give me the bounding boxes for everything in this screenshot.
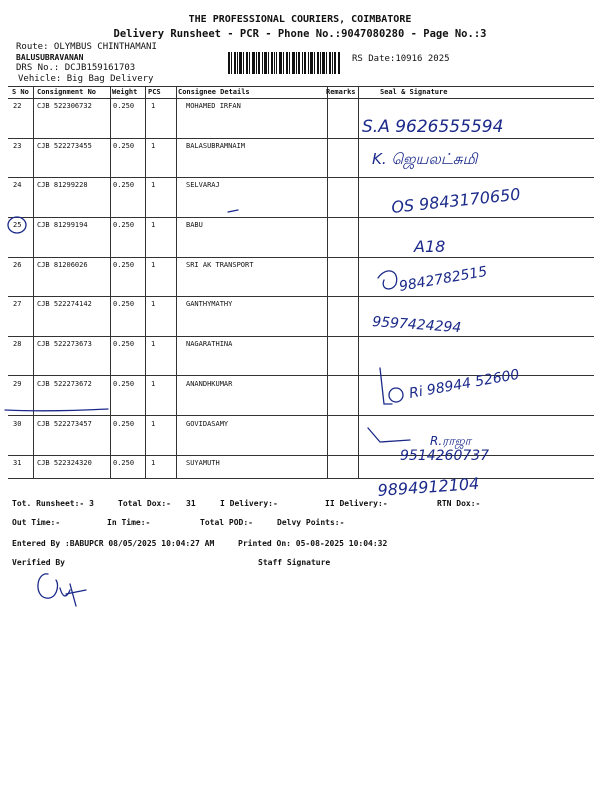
row-weight: 0.250 <box>113 380 135 388</box>
stray-line-mark <box>5 409 108 411</box>
row30-handwriting-name: R.ராஜா <box>430 434 471 448</box>
row31-handwriting: 9894912104 <box>376 473 480 500</box>
row-weight: 0.250 <box>113 261 135 269</box>
row-consignment: CJB 522273455 <box>37 142 92 150</box>
row-rule <box>8 257 594 258</box>
row-pcs: 1 <box>151 102 156 110</box>
row-sno: 22 <box>13 102 22 110</box>
row-rule <box>8 415 594 416</box>
row-consignee: ANANDHKUMAR <box>186 380 233 388</box>
row-rule <box>8 336 594 337</box>
total-pod-label: Total POD:- <box>200 518 253 527</box>
row-consignee: SELVARAJ <box>186 181 220 189</box>
column-divider <box>145 86 146 478</box>
row-consignee: MOHAMED IRFAN <box>186 102 241 110</box>
row-pcs: 1 <box>151 261 156 269</box>
row-pcs: 1 <box>151 380 156 388</box>
drs-number: DRS No.: DCJB159161703 <box>16 63 136 73</box>
row29-handwriting: Ri 98944 52600 <box>407 366 521 402</box>
row-pcs: 1 <box>151 300 156 308</box>
col-header-signature: Seal & Signature <box>380 88 448 96</box>
total-dox-value: 31 <box>186 499 196 508</box>
row30-handwriting-phone: 9514260737 <box>400 448 490 464</box>
row30-check-mark <box>368 428 410 442</box>
staff-signature-label: Staff Signature <box>258 558 331 567</box>
vehicle-label: Vehicle: Big Bag Delivery <box>18 74 154 84</box>
row-consignment: CJB 81299228 <box>37 181 88 189</box>
row-weight: 0.250 <box>113 181 135 189</box>
row-consignment: CJB 522273672 <box>37 380 92 388</box>
row-pcs: 1 <box>151 181 156 189</box>
row-weight: 0.250 <box>113 221 135 229</box>
row-sno: 26 <box>13 261 22 269</box>
row22-handwriting: S.A 9626555594 <box>362 117 504 137</box>
row-consignment: CJB 522274142 <box>37 300 92 308</box>
column-divider <box>33 86 34 478</box>
row24-dash-mark <box>228 210 238 212</box>
row-consignment: CJB 81206026 <box>37 261 88 269</box>
column-divider <box>110 86 111 478</box>
row-sno: 28 <box>13 340 22 348</box>
col-header-consignee: Consignee Details <box>178 88 250 96</box>
table-bottom-rule <box>8 478 594 479</box>
row-consignment: CJB 522273673 <box>37 340 92 348</box>
row-rule <box>8 455 594 456</box>
row29-bracket-mark <box>380 368 392 404</box>
row-sno: 30 <box>13 420 22 428</box>
row-weight: 0.250 <box>113 102 135 110</box>
route-label: Route: OLYMBUS CHINTHAMANI <box>16 42 157 52</box>
in-time-label: In Time:- <box>107 518 151 527</box>
row-weight: 0.250 <box>113 459 135 467</box>
row-consignee: GOVIDASAMY <box>186 420 229 428</box>
row-consignee: NAGARATHINA <box>186 340 233 348</box>
row-rule <box>8 375 594 376</box>
row-pcs: 1 <box>151 459 156 467</box>
col-header-consignment: Consignment No <box>37 88 97 96</box>
table-header-rule <box>8 98 594 99</box>
row-consignee: GANTHYMATHY <box>186 300 233 308</box>
row-rule <box>8 138 594 139</box>
ii-delivery-label: II Delivery:- <box>325 499 388 508</box>
row-consignee: BALASUBRAMNAIM <box>186 142 246 150</box>
delvy-points-label: Delvy Points:- <box>277 518 345 527</box>
row-rule <box>8 177 594 178</box>
verified-signature <box>38 574 86 606</box>
row-sno: 24 <box>13 181 22 189</box>
total-dox-label: Total Dox:- <box>118 499 171 508</box>
row-weight: 0.250 <box>113 300 135 308</box>
verified-by-label: Verified By <box>12 558 65 567</box>
entered-by: Entered By :BABUPCR 08/05/2025 10:04:27 AM <box>12 539 215 548</box>
tot-runsheet: Tot. Runsheet:- 3 <box>12 499 94 508</box>
row29-circle-mark <box>389 388 403 402</box>
agent-name: BALUSUBRAVANAN <box>16 53 84 62</box>
row-sno: 25 <box>13 221 22 229</box>
row-sno: 29 <box>13 380 22 388</box>
row-rule <box>8 296 594 297</box>
row-consignment: CJB 522273457 <box>37 420 92 428</box>
row-sno: 23 <box>13 142 22 150</box>
row-consignee: BABU <box>186 221 203 229</box>
row26-scribble <box>378 271 397 289</box>
row-sno: 27 <box>13 300 22 308</box>
row-consignment: CJB 81299194 <box>37 221 88 229</box>
column-divider <box>358 86 359 478</box>
row-weight: 0.250 <box>113 420 135 428</box>
row-consignment: CJB 522306732 <box>37 102 92 110</box>
col-header-remarks: Remarks <box>326 88 356 96</box>
row27-handwriting: 9597424294 <box>371 314 462 337</box>
i-delivery-label: I Delivery:- <box>220 499 278 508</box>
row-consignee: SUYAMUTH <box>186 459 220 467</box>
column-divider <box>327 86 328 478</box>
rtn-dox-label: RTN Dox:- <box>437 499 481 508</box>
row-consignment: CJB 522324320 <box>37 459 92 467</box>
barcode-image <box>228 52 340 74</box>
row26-handwriting: 9842782515 <box>397 263 489 295</box>
row23-handwriting: K. ஜெயலட்சுமி <box>372 150 478 168</box>
row-sno: 31 <box>13 459 22 467</box>
row24-handwriting: OS 9843170650 <box>390 184 522 217</box>
row-consignee: SRI AK TRANSPORT <box>186 261 254 269</box>
row-pcs: 1 <box>151 221 156 229</box>
row-weight: 0.250 <box>113 142 135 150</box>
col-header-weight: Weight <box>112 88 138 96</box>
runsheet-subtitle: Delivery Runsheet - PCR - Phone No.:9047080280 - Page No.:3 <box>113 28 487 40</box>
out-time-label: Out Time:- <box>12 518 61 527</box>
printed-on: Printed On: 05-08-2025 10:04:32 <box>238 539 388 548</box>
column-divider <box>176 86 177 478</box>
row-weight: 0.250 <box>113 340 135 348</box>
row-pcs: 1 <box>151 420 156 428</box>
table-top-rule <box>8 86 594 87</box>
rs-date: RS Date:10916 2025 <box>352 54 450 64</box>
row-pcs: 1 <box>151 340 156 348</box>
col-header-sno: S No <box>12 88 29 96</box>
company-title: THE PROFESSIONAL COURIERS, COIMBATORE <box>188 14 412 25</box>
row-pcs: 1 <box>151 142 156 150</box>
row-rule <box>8 217 594 218</box>
row25-handwriting: A18 <box>414 237 446 256</box>
col-header-pcs: PCS <box>148 88 161 96</box>
